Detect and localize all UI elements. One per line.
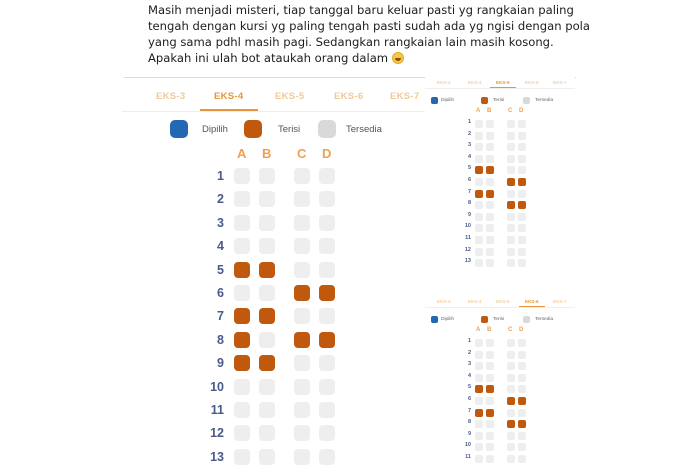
seat-8c <box>507 420 515 428</box>
seat-1c <box>507 339 515 347</box>
seat-7a <box>475 409 483 417</box>
seat-13c[interactable] <box>294 449 310 465</box>
column-header-d: D <box>322 146 332 161</box>
seat-5b <box>486 385 494 393</box>
seat-2d[interactable] <box>319 191 335 207</box>
seat-4a <box>475 374 483 382</box>
seat-8a <box>475 201 483 209</box>
tab-eks-3[interactable]: EKS-3 <box>156 91 186 102</box>
seat-map-eks-4 <box>122 84 432 467</box>
row-number-6: 6 <box>467 177 471 183</box>
seat-10a[interactable] <box>234 379 250 395</box>
seat-11c[interactable] <box>294 402 310 418</box>
legend-label-tersedia: Tersedia <box>346 124 382 135</box>
seat-3d <box>518 362 526 370</box>
legend-label-dipilih: Dipilih <box>441 317 455 322</box>
seat-10c <box>507 443 515 451</box>
seat-4d <box>518 374 526 382</box>
seat-5c <box>507 166 515 174</box>
legend-swatch-tersedia <box>523 316 530 323</box>
column-header-d: D <box>519 108 524 114</box>
seat-9c <box>507 213 515 221</box>
seat-4d <box>518 155 526 163</box>
legend-label-dipilih: Dipilih <box>441 98 455 103</box>
grinning-sweat-emoji-icon <box>392 52 404 64</box>
active-tab-underline <box>519 306 545 307</box>
legend-label-terisi: Terisi <box>493 317 505 322</box>
seat-11d <box>518 236 526 244</box>
row-number-10: 10 <box>210 379 224 394</box>
seat-3c <box>507 362 515 370</box>
seat-2a <box>475 351 483 359</box>
seat-map-thumbnail-eks-5 <box>425 77 575 277</box>
seat-1c[interactable] <box>294 168 310 184</box>
seat-7c <box>507 190 515 198</box>
seat-7a <box>234 308 250 324</box>
row-number-8: 8 <box>467 419 471 426</box>
seat-9b <box>486 213 494 221</box>
seat-4a[interactable] <box>234 238 250 254</box>
active-tab-underline <box>200 109 258 111</box>
seat-7d <box>518 409 526 417</box>
seat-13a <box>475 259 483 267</box>
seat-9a <box>475 432 483 440</box>
post-line <box>148 50 568 66</box>
seat-3a[interactable] <box>234 215 250 231</box>
seat-12a[interactable] <box>234 425 250 441</box>
seat-5c <box>507 385 515 393</box>
row-number-8: 8 <box>217 332 224 347</box>
seat-11c <box>507 455 515 463</box>
legend-label-tersedia: Tersedia <box>535 317 554 322</box>
seat-8a <box>475 420 483 428</box>
seat-6a <box>475 397 483 405</box>
seat-4b <box>486 155 494 163</box>
seat-2b <box>486 132 494 140</box>
row-number-9: 9 <box>217 356 224 371</box>
row-number-4: 4 <box>467 153 471 160</box>
legend-label-terisi: Terisi <box>278 124 301 135</box>
row-number-1: 1 <box>217 169 224 183</box>
seat-7b <box>486 190 494 198</box>
seat-12d <box>518 248 526 256</box>
tab-eks-5[interactable]: EKS-5 <box>496 299 510 304</box>
seat-10b[interactable] <box>259 379 275 395</box>
tab-eks-5[interactable]: EKS-5 <box>275 91 305 102</box>
seat-3c[interactable] <box>294 215 310 231</box>
row-number-12: 12 <box>210 426 224 441</box>
seat-8a <box>234 332 250 348</box>
seat-2c[interactable] <box>294 191 310 207</box>
row-number-11: 11 <box>465 235 471 241</box>
seat-1b <box>486 120 494 128</box>
seat-1a <box>475 120 483 128</box>
seat-9a <box>475 213 483 221</box>
tab-eks-7[interactable]: EKS-7 <box>553 299 567 304</box>
seat-6b <box>486 397 494 405</box>
seat-6c <box>294 285 310 301</box>
seat-13c <box>507 259 515 267</box>
seat-5d <box>518 385 526 393</box>
legend-swatch-terisi <box>481 97 488 104</box>
seat-13b[interactable] <box>259 449 275 465</box>
seat-7b <box>486 409 494 417</box>
column-header-a: A <box>476 327 481 333</box>
seat-6a <box>475 178 483 186</box>
legend-label-dipilih: Dipilih <box>202 124 228 135</box>
seat-7c[interactable] <box>294 308 310 324</box>
seat-8b <box>486 201 494 209</box>
legend-label-tersedia: Tersedia <box>535 98 554 103</box>
column-header-b: B <box>487 108 492 114</box>
row-number-4: 4 <box>467 372 471 379</box>
seat-3b <box>486 143 494 151</box>
tab-eks-6[interactable]: EKS-6 <box>525 80 539 85</box>
row-number-1: 1 <box>467 338 471 344</box>
seat-11d <box>518 455 526 463</box>
seat-13d <box>518 259 526 267</box>
seat-3d[interactable] <box>319 215 335 231</box>
row-number-12: 12 <box>464 246 471 253</box>
seat-12b <box>486 248 494 256</box>
seat-11a[interactable] <box>234 402 250 418</box>
seat-2b <box>486 351 494 359</box>
seat-7a <box>475 190 483 198</box>
seat-2a[interactable] <box>234 191 250 207</box>
seat-3c <box>507 143 515 151</box>
legend-swatch-dipilih <box>170 120 188 138</box>
seat-3b[interactable] <box>259 215 275 231</box>
seat-11a <box>475 236 483 244</box>
legend-swatch-terisi <box>244 120 262 138</box>
post-line: tengah dengan kursi yg paling tengah pasti sudah ada yg ngisi dengan pola <box>148 19 591 33</box>
row-number-2: 2 <box>217 192 224 207</box>
seat-2c <box>507 132 515 140</box>
seat-11b[interactable] <box>259 402 275 418</box>
tab-eks-3[interactable]: EKS-3 <box>437 299 451 304</box>
seat-11c <box>507 236 515 244</box>
seat-4b <box>486 374 494 382</box>
seat-2c <box>507 351 515 359</box>
seat-4a <box>475 155 483 163</box>
row-number-5: 5 <box>467 384 471 391</box>
seat-11a <box>475 455 483 463</box>
seat-1a <box>475 339 483 347</box>
row-number-3: 3 <box>467 361 471 368</box>
legend-swatch-tersedia <box>318 120 336 138</box>
seat-4b[interactable] <box>259 238 275 254</box>
seat-8d <box>518 201 526 209</box>
column-header-d: D <box>519 327 524 333</box>
seat-7d[interactable] <box>319 308 335 324</box>
row-number-5: 5 <box>217 262 224 277</box>
post-text <box>148 2 591 66</box>
coach-tabs <box>425 296 575 308</box>
seat-3a <box>475 362 483 370</box>
seat-3d <box>518 143 526 151</box>
post-line-text: Apakah ini ulah bot ataukah orang dalam <box>148 51 389 65</box>
row-number-9: 9 <box>467 211 471 218</box>
seat-1d[interactable] <box>319 168 335 184</box>
column-header-a: A <box>476 108 481 114</box>
row-number-6: 6 <box>467 396 471 402</box>
row-number-6: 6 <box>217 286 224 300</box>
seat-2a <box>475 132 483 140</box>
tab-eks-7[interactable]: EKS-7 <box>553 80 567 85</box>
seat-5c[interactable] <box>294 262 310 278</box>
row-number-3: 3 <box>467 142 471 149</box>
post-line: yang sama pdhl masih pagi. Sedangkan rangkaian lain masih kosong. <box>148 35 554 49</box>
seat-9b <box>486 432 494 440</box>
coach-tabs <box>425 77 575 89</box>
seat-6d <box>518 397 526 405</box>
row-number-7: 7 <box>467 188 471 195</box>
seat-10b <box>486 443 494 451</box>
seat-2b[interactable] <box>259 191 275 207</box>
row-number-2: 2 <box>467 349 471 356</box>
legend-swatch-terisi <box>481 316 488 323</box>
seat-5a <box>475 166 483 174</box>
seat-10b <box>486 224 494 232</box>
seat-5b <box>486 166 494 174</box>
seat-6a[interactable] <box>234 285 250 301</box>
tab-eks-7[interactable]: EKS-7 <box>390 91 420 102</box>
seat-10d[interactable] <box>319 379 335 395</box>
seat-9a <box>234 355 250 371</box>
legend-swatch-dipilih <box>431 316 438 323</box>
row-number-4: 4 <box>217 239 224 254</box>
row-number-7: 7 <box>217 309 224 324</box>
row-number-3: 3 <box>217 215 224 230</box>
tab-eks-4[interactable]: EKS-4 <box>468 299 482 304</box>
row-number-13: 13 <box>210 449 224 464</box>
seat-10c <box>507 224 515 232</box>
legend-swatch-dipilih <box>431 97 438 104</box>
seat-1c <box>507 120 515 128</box>
tab-eks-6[interactable]: EKS-6 <box>525 299 539 304</box>
seat-2d <box>518 351 526 359</box>
seat-5b <box>259 262 275 278</box>
seat-legend <box>122 118 432 142</box>
column-header-c: C <box>297 146 307 161</box>
seat-1d <box>518 120 526 128</box>
row-number-1: 1 <box>467 119 471 125</box>
legend-label-terisi: Terisi <box>493 98 505 103</box>
row-number-2: 2 <box>467 130 471 137</box>
seat-9d <box>518 432 526 440</box>
seat-1b <box>486 339 494 347</box>
seat-6b[interactable] <box>259 285 275 301</box>
tab-eks-3[interactable]: EKS-3 <box>437 80 451 85</box>
column-header-c: C <box>508 108 513 114</box>
column-header-b: B <box>262 146 272 161</box>
seat-4c <box>507 374 515 382</box>
seat-9d[interactable] <box>319 355 335 371</box>
seat-10a <box>475 443 483 451</box>
row-number-10: 10 <box>464 223 471 230</box>
seat-map-thumbnail-eks-6 <box>425 296 575 467</box>
seat-13d[interactable] <box>319 449 335 465</box>
legend-swatch-tersedia <box>523 97 530 104</box>
seat-10c[interactable] <box>294 379 310 395</box>
seat-11b <box>486 236 494 244</box>
row-number-11: 11 <box>465 454 471 460</box>
seat-6c <box>507 397 515 405</box>
seat-5a <box>234 262 250 278</box>
seat-8d <box>518 420 526 428</box>
seat-5d[interactable] <box>319 262 335 278</box>
row-number-7: 7 <box>467 407 471 414</box>
seat-9b <box>259 355 275 371</box>
seat-8c <box>507 201 515 209</box>
row-number-11: 11 <box>210 403 224 417</box>
seat-12c[interactable] <box>294 425 310 441</box>
seat-8b[interactable] <box>259 332 275 348</box>
seat-3b <box>486 362 494 370</box>
row-number-5: 5 <box>467 165 471 172</box>
post-line: Masih menjadi misteri, tiap tanggal baru keluar pasti yg rangkaian paling <box>148 3 574 17</box>
column-header-b: B <box>487 327 492 333</box>
seat-12a <box>475 248 483 256</box>
seat-12c <box>507 248 515 256</box>
tab-eks-6[interactable]: EKS-6 <box>334 91 364 102</box>
seat-1a[interactable] <box>234 168 250 184</box>
seat-9d <box>518 213 526 221</box>
seat-10a <box>475 224 483 232</box>
seat-5d <box>518 166 526 174</box>
seat-6d <box>518 178 526 186</box>
seat-7d <box>518 190 526 198</box>
seat-11b <box>486 455 494 463</box>
row-number-10: 10 <box>464 442 471 449</box>
row-number-9: 9 <box>467 430 471 437</box>
seat-10d <box>518 443 526 451</box>
seat-4c <box>507 155 515 163</box>
seat-10d <box>518 224 526 232</box>
seat-9c[interactable] <box>294 355 310 371</box>
seat-7b <box>259 308 275 324</box>
seat-12b[interactable] <box>259 425 275 441</box>
seat-13b <box>486 259 494 267</box>
seat-11d[interactable] <box>319 402 335 418</box>
seat-6d <box>319 285 335 301</box>
coach-tabs <box>122 84 432 112</box>
tab-eks-4[interactable]: EKS-4 <box>214 91 244 102</box>
column-header-c: C <box>508 327 513 333</box>
column-header-a: A <box>237 146 247 161</box>
seat-8c <box>294 332 310 348</box>
seat-2d <box>518 132 526 140</box>
seat-3a <box>475 143 483 151</box>
row-number-13: 13 <box>464 258 471 265</box>
seat-1b[interactable] <box>259 168 275 184</box>
seat-6c <box>507 178 515 186</box>
seat-1d <box>518 339 526 347</box>
row-number-8: 8 <box>467 200 471 207</box>
seat-5a <box>475 385 483 393</box>
seat-6b <box>486 178 494 186</box>
seat-4c[interactable] <box>294 238 310 254</box>
seat-8d <box>319 332 335 348</box>
seat-9c <box>507 432 515 440</box>
tab-eks-4[interactable]: EKS-4 <box>468 80 482 85</box>
seat-8b <box>486 420 494 428</box>
seat-4d[interactable] <box>319 238 335 254</box>
seat-12d[interactable] <box>319 425 335 441</box>
tab-eks-5[interactable]: EKS-5 <box>496 80 510 85</box>
seat-13a[interactable] <box>234 449 250 465</box>
seat-7c <box>507 409 515 417</box>
active-tab-underline <box>490 87 516 88</box>
